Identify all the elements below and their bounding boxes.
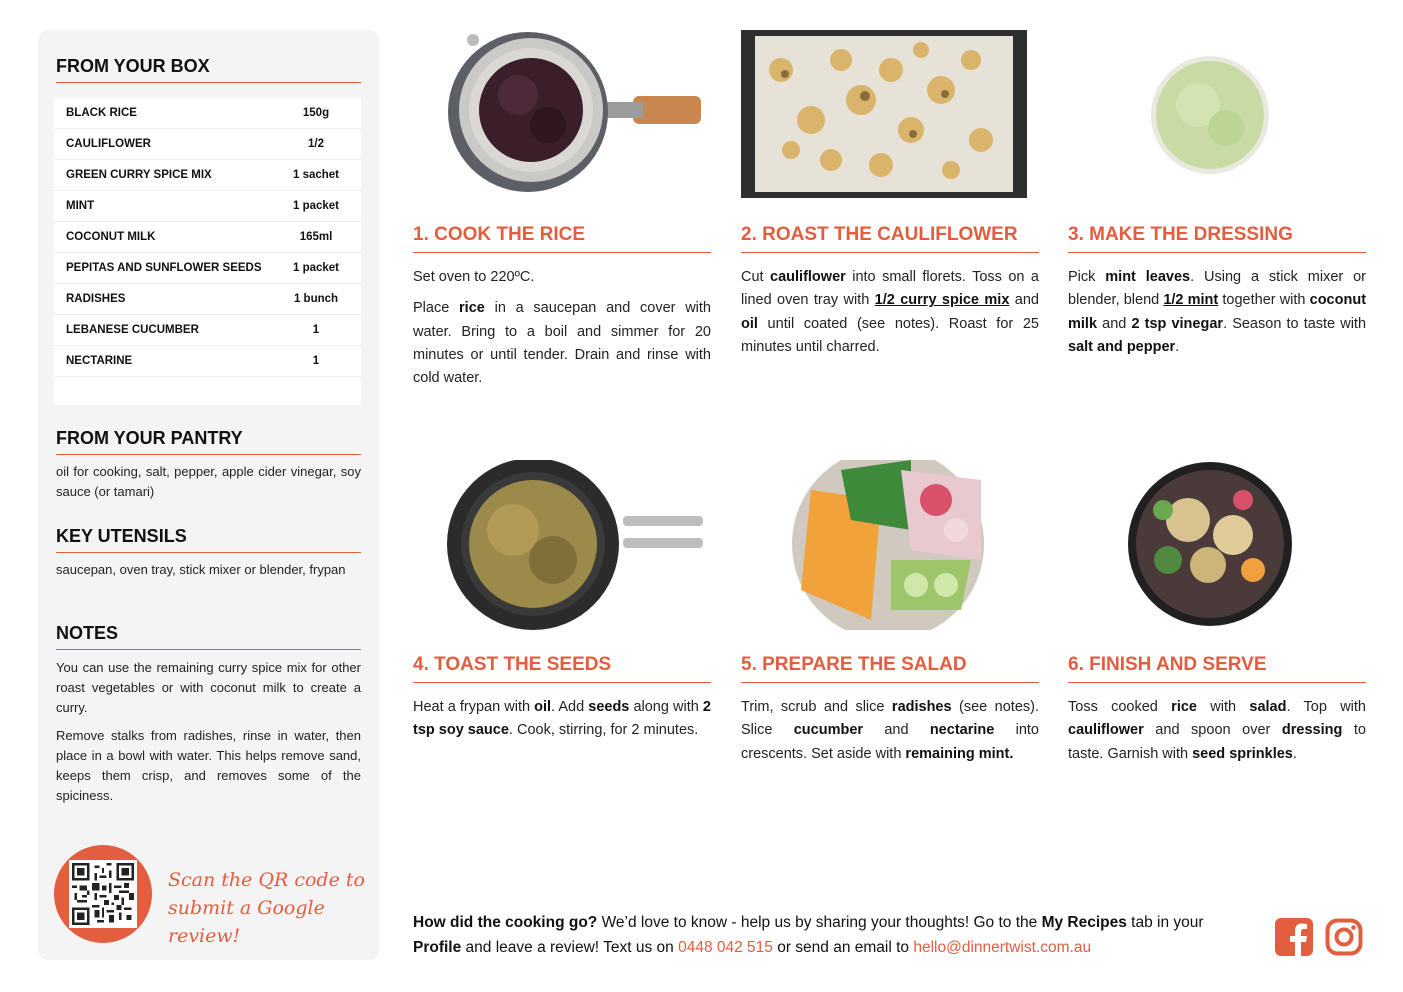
ingredient-row bbox=[54, 315, 361, 346]
ingredient-highlight: remaining mint. bbox=[905, 745, 1014, 762]
ingredient-row bbox=[54, 284, 361, 315]
step-paragraph: Set oven to 220ºC. bbox=[413, 269, 535, 285]
ingredient-name: RADISHES bbox=[66, 293, 126, 305]
step-body bbox=[1068, 266, 1366, 367]
step-body bbox=[413, 266, 711, 398]
qr-caption bbox=[168, 866, 368, 950]
step-title: 6. FINISH AND SERVE bbox=[1068, 654, 1366, 683]
ingredient-highlight: cauliflower bbox=[1068, 722, 1144, 739]
ingredient-name: CAULIFLOWER bbox=[66, 138, 151, 150]
text-run: or send an email to bbox=[772, 939, 914, 956]
ingredient-highlight: radishes bbox=[891, 699, 952, 715]
text-run: and leave a review! Text us on bbox=[461, 939, 679, 956]
ingredient-highlight: nectarine bbox=[929, 722, 995, 739]
ingredient-row bbox=[54, 253, 361, 284]
quantity-highlight: 1/2 curry spice mix bbox=[874, 292, 1010, 309]
text-run: . bbox=[1292, 745, 1297, 762]
ingredient-qty: 1 sachet bbox=[292, 169, 340, 181]
text-run: . Cook, stirring, for 2 minutes. bbox=[508, 722, 699, 739]
utensils-title: KEY UTENSILS bbox=[56, 526, 361, 553]
ingredient-qty: 1 packet bbox=[292, 200, 340, 212]
green-dressing-bowl-photo bbox=[1068, 30, 1366, 200]
ingredient-qty: 165ml bbox=[299, 231, 333, 243]
ingredient-qty: 1 bbox=[312, 324, 320, 336]
text-run: Cut bbox=[741, 269, 771, 285]
ingredient-highlight: oil bbox=[741, 315, 758, 332]
ingredient-highlight: 2 tsp vinegar bbox=[1131, 315, 1224, 332]
step-body bbox=[1068, 696, 1366, 774]
ingredient-highlight: dressing bbox=[1281, 722, 1343, 739]
ingredient-highlight: seed sprinkles bbox=[1192, 745, 1293, 762]
step-title: 5. PREPARE THE SALAD bbox=[741, 654, 1039, 683]
salad-bowl-photo bbox=[741, 460, 1039, 630]
text-run: into crescents. Set aside with bbox=[741, 722, 1039, 762]
step-paragraph bbox=[413, 696, 711, 743]
ingredient-name: NECTARINE bbox=[66, 355, 133, 367]
pantry-text: oil for cooking, salt, pepper, apple cider vinegar, soy sauce (or tamari) bbox=[56, 464, 361, 499]
step-title: 4. TOAST THE SEEDS bbox=[413, 654, 711, 683]
text-run: . Season to taste with bbox=[1223, 315, 1367, 332]
ingredient-name: MINT bbox=[66, 200, 95, 212]
ingredient-highlight: cauliflower bbox=[770, 269, 846, 285]
ingredient-highlight: rice bbox=[1171, 699, 1197, 715]
step-body bbox=[413, 696, 711, 751]
ingredient-qty: 1/2 bbox=[308, 138, 324, 150]
text-run: Heat a frypan with bbox=[413, 699, 535, 715]
text-run: into small florets. Toss on a lined oven tray with bbox=[741, 269, 1039, 309]
step-paragraph bbox=[1068, 266, 1366, 359]
text-run: . Top with bbox=[1286, 699, 1366, 715]
feedback-footer bbox=[413, 910, 1253, 960]
ingredient-qty: 1 bbox=[312, 355, 320, 367]
step-paragraph bbox=[1068, 696, 1366, 766]
text-run: to taste. Garnish with bbox=[1068, 722, 1366, 762]
text-run: with bbox=[1196, 699, 1250, 715]
text-run: until coated (see notes). Roast for 25 minutes until charred. bbox=[741, 315, 1039, 355]
pantry-title: FROM YOUR PANTRY bbox=[56, 428, 361, 455]
qr-circle bbox=[54, 845, 152, 943]
qr-caption-line: submit a Google review! bbox=[168, 897, 325, 947]
quantity-highlight: 1/2 mint bbox=[1163, 292, 1219, 309]
step-body bbox=[741, 266, 1039, 367]
footer-highlight: Profile bbox=[413, 939, 462, 956]
step-body bbox=[741, 696, 1039, 774]
ingredient-name: BLACK RICE bbox=[66, 107, 137, 119]
ingredient-qty: 150g bbox=[302, 107, 330, 119]
text-run: Pick bbox=[1068, 269, 1106, 285]
text-run: in a saucepan and cover with water. Bring to a boil and simmer for 20 minutes or until tender. Drain and rinse with cold water. bbox=[413, 300, 711, 387]
step-title: 3. MAKE THE DRESSING bbox=[1068, 224, 1366, 253]
ingredient-highlight: seeds bbox=[588, 699, 630, 715]
text-run: and bbox=[1097, 315, 1132, 332]
text-run: . Add bbox=[551, 699, 589, 715]
text-run: (see notes). Slice bbox=[741, 699, 1040, 739]
step-paragraph bbox=[741, 696, 1039, 766]
utensils-text: saucepan, oven tray, stick mixer or blender, frypan bbox=[56, 562, 346, 577]
ingredient-highlight: salt and pepper bbox=[1068, 338, 1176, 355]
ingredient-name: COCONUT MILK bbox=[66, 231, 156, 243]
note-item: You can use the remaining curry spice mix for other roast vegetables or with coconut milk to create a curry. bbox=[56, 660, 361, 715]
ingredient-row bbox=[54, 98, 361, 129]
ingredient-name: GREEN CURRY SPICE MIX bbox=[66, 169, 212, 181]
finished-dish-photo bbox=[1068, 460, 1366, 630]
qr-badge[interactable] bbox=[54, 845, 154, 945]
text-run: along with bbox=[629, 699, 703, 715]
ingredient-row bbox=[54, 160, 361, 191]
ingredient-highlight: oil bbox=[534, 699, 552, 715]
instagram-icon[interactable] bbox=[1325, 918, 1363, 956]
text-run: and bbox=[1009, 292, 1039, 309]
ingredient-row bbox=[54, 191, 361, 222]
step-title: 2. ROAST THE CAULIFLOWER bbox=[741, 224, 1039, 253]
text-run: tab in your bbox=[1126, 914, 1204, 931]
text-run: together with bbox=[1218, 292, 1310, 309]
ingredient-highlight: coconut milk bbox=[1068, 292, 1367, 332]
text-run: . bbox=[1175, 338, 1180, 355]
ingredients-table bbox=[54, 98, 361, 405]
text-run: and spoon over bbox=[1143, 722, 1282, 739]
facebook-icon[interactable] bbox=[1275, 918, 1313, 956]
ingredient-highlight: salad bbox=[1249, 699, 1287, 715]
text-run: . Using a stick mixer or blender, blend bbox=[1068, 269, 1366, 309]
ingredient-row bbox=[54, 129, 361, 160]
ingredient-row bbox=[54, 346, 361, 377]
ingredient-qty: 1 packet bbox=[292, 262, 340, 274]
text-run: Place bbox=[413, 300, 460, 317]
text-run: Trim, scrub and slice bbox=[741, 699, 892, 715]
ingredient-highlight: 2 tsp soy sauce bbox=[413, 699, 711, 739]
qr-caption-line: Scan the QR code to bbox=[168, 869, 365, 891]
roasted-cauliflower-tray-photo bbox=[741, 30, 1039, 200]
step-paragraph bbox=[741, 266, 1039, 359]
step-paragraph bbox=[413, 297, 711, 390]
text-run: and bbox=[863, 722, 930, 739]
text-run: Toss cooked bbox=[1068, 699, 1172, 715]
email-link[interactable]: hello@dinnertwist.com.au bbox=[913, 939, 1092, 956]
qr-code-icon bbox=[69, 860, 137, 928]
step-title: 1. COOK THE RICE bbox=[413, 224, 711, 253]
ingredient-highlight: mint leaves bbox=[1105, 269, 1191, 285]
notes-title: NOTES bbox=[56, 623, 361, 650]
box-title: FROM YOUR BOX bbox=[56, 56, 361, 83]
ingredient-row bbox=[54, 222, 361, 253]
ingredient-name: PEPITAS AND SUNFLOWER SEEDS bbox=[66, 262, 262, 274]
note-item: Remove stalks from radishes, rinse in water, then place in a bowl with water. This helps remove sand, keeps them crisp, and removes some of the spiciness. bbox=[56, 728, 361, 803]
text-run: We’d love to know - help us by sharing your thoughts! Go to the bbox=[597, 914, 1042, 931]
rice-in-sieve-photo bbox=[413, 30, 711, 200]
phone-link[interactable]: 0448 042 515 bbox=[678, 939, 773, 956]
seeds-in-frypan-photo bbox=[413, 460, 711, 630]
sidebar bbox=[38, 30, 379, 960]
ingredient-highlight: cucumber bbox=[793, 722, 864, 739]
footer-question: How did the cooking go? bbox=[413, 914, 598, 931]
notes-text bbox=[56, 658, 361, 814]
ingredient-name: LEBANESE CUCUMBER bbox=[66, 324, 199, 336]
ingredient-highlight: rice bbox=[459, 300, 485, 317]
footer-highlight: My Recipes bbox=[1041, 914, 1127, 931]
ingredient-qty: 1 bunch bbox=[293, 293, 339, 305]
